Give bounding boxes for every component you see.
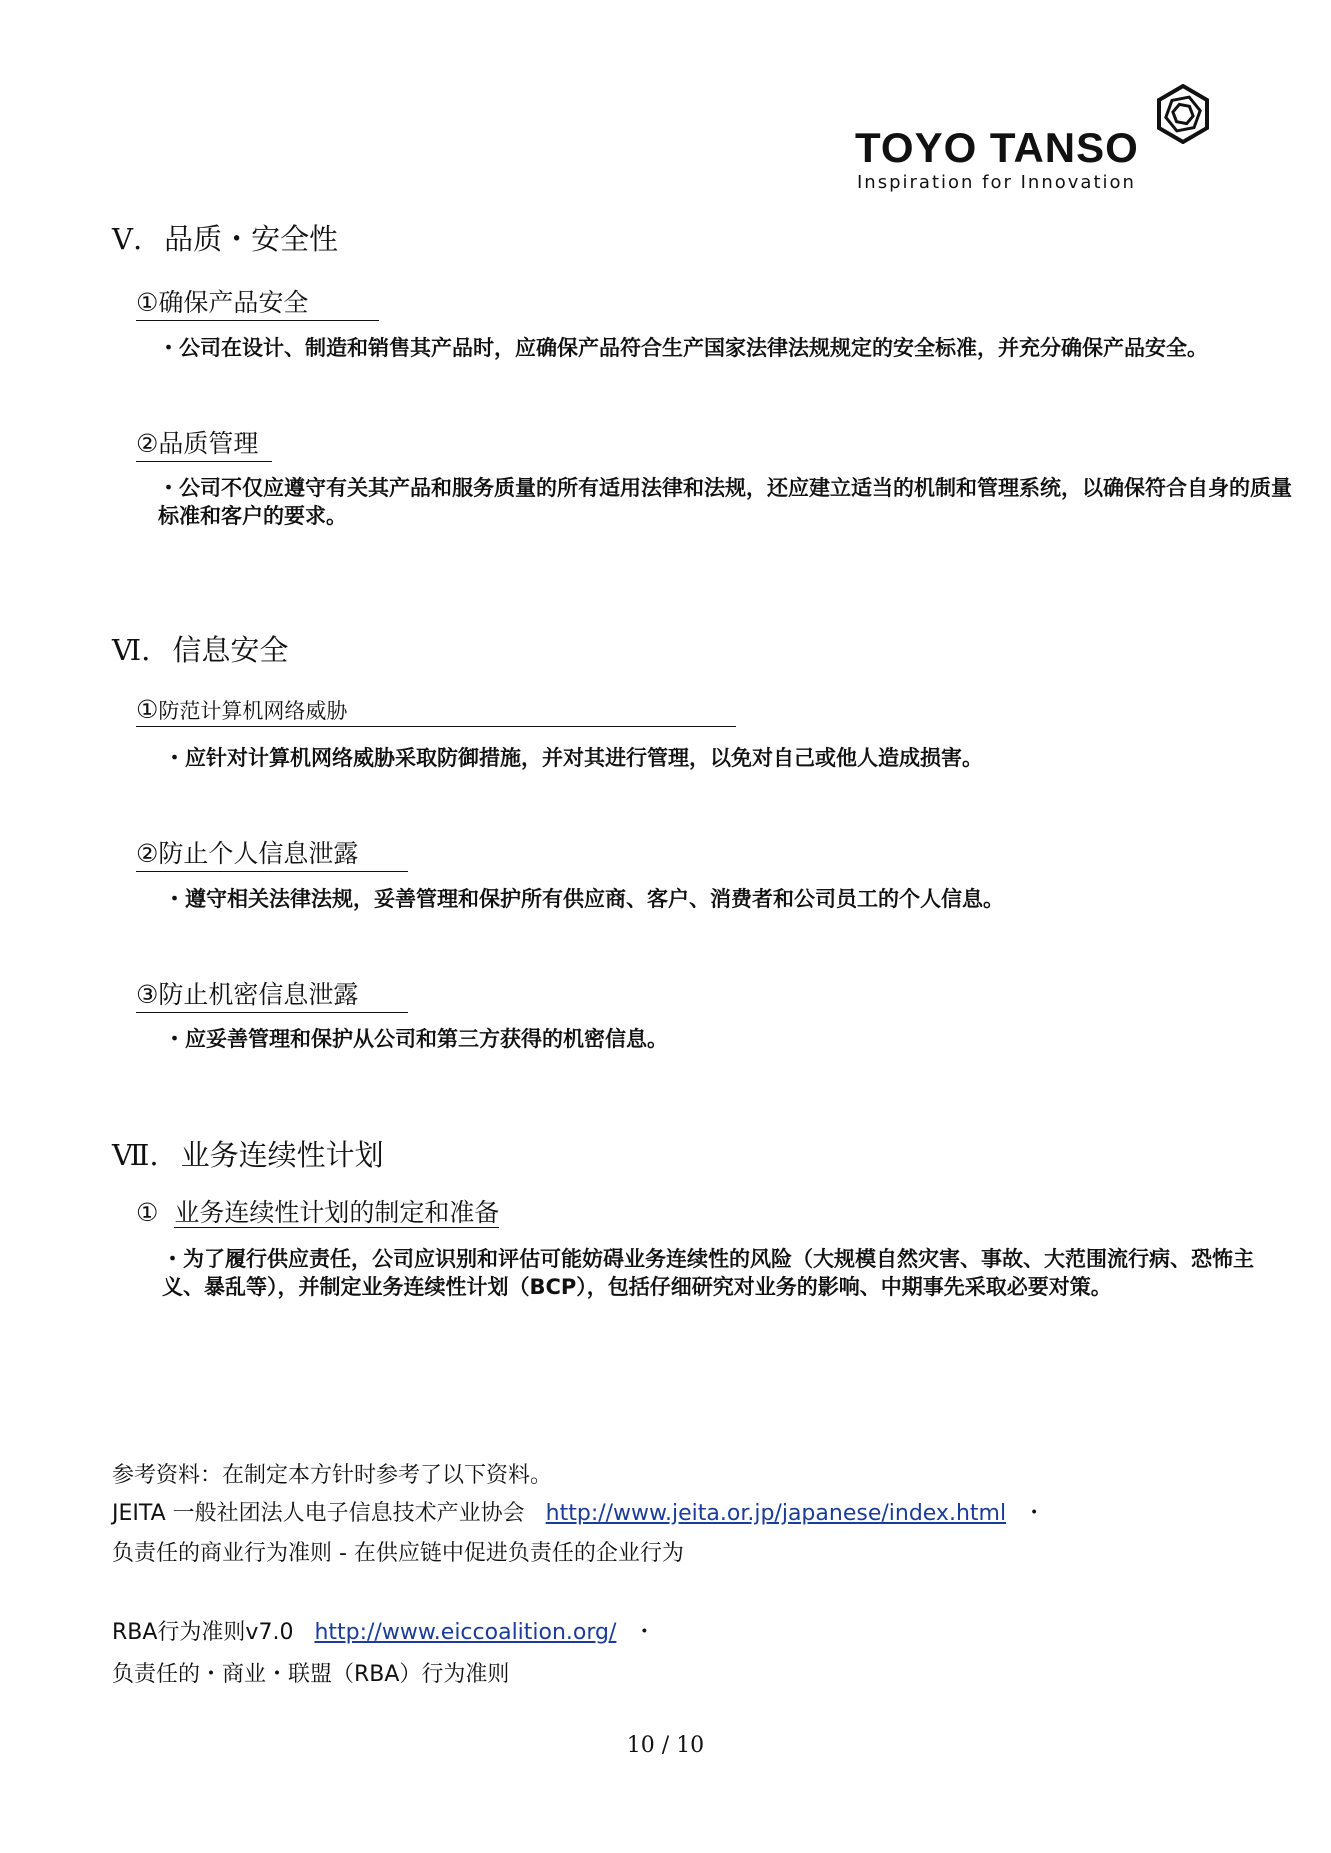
subsection-title-text: 业务连续性计划的制定和准备 xyxy=(174,1198,500,1227)
subsection-text: ・应妥善管理和保护从公司和第三方获得的机密信息。 xyxy=(164,1027,668,1051)
reference-jeita-name: JEITA 一般社团法人电子信息技术产业协会 xyxy=(112,1501,525,1526)
reference-bullet: ・ xyxy=(633,1620,656,1645)
subsection-title xyxy=(136,695,736,727)
subsection-number: ① xyxy=(136,695,159,724)
subsection-number: ① xyxy=(136,1198,159,1227)
reference-rba-name: RBA行为准则v7.0 xyxy=(112,1620,294,1645)
section-title-vi xyxy=(112,628,288,669)
section-number: Ⅶ. xyxy=(112,1138,159,1172)
reference-jeita xyxy=(112,1499,1045,1529)
reference-rba-doc: 负责任的・商业・联盟（RBA）行为准则 xyxy=(112,1662,510,1687)
subsection-text: ・遵守相关法律法规，妥善管理和保护所有供应商、客户、消费者和公司员工的个人信息。 xyxy=(164,887,1004,911)
section-title-text: 业务连续性计划 xyxy=(180,1138,384,1172)
subsection-title: ②品质管理 xyxy=(136,424,272,462)
subsection-text: ・公司不仅应遵守有关其产品和服务质量的所有适用法律和法规，还应建立适当的机制和管理系统，以确保符合自身的质量标准和客户的要求。 xyxy=(158,476,1292,528)
page-number: 10 / 10 xyxy=(626,1733,705,1758)
hexagon-logo-icon xyxy=(1153,84,1213,144)
reference-jeita-doc: 负责任的商业行为准则 - 在供应链中促进负责任的企业行为 xyxy=(112,1541,684,1566)
reference-rba xyxy=(112,1618,655,1648)
subsection-title-text: 防范计算机网络威胁 xyxy=(158,699,348,723)
section-title-v xyxy=(112,217,338,258)
section-number: Ⅵ. xyxy=(112,633,151,667)
references-intro: 参考资料：在制定本方针时参考了以下资料。 xyxy=(112,1463,553,1488)
section-title-vii xyxy=(112,1133,384,1174)
subsection-title xyxy=(136,1193,499,1229)
rba-link[interactable]: http://www.eiccoalition.org/ xyxy=(314,1620,617,1645)
company-logo-text: TOYO TANSO xyxy=(855,124,1139,171)
subsection-title: ①确保产品安全 xyxy=(136,283,379,321)
section-number: Ⅴ. xyxy=(112,222,143,256)
section-title-text: 品质・安全性 xyxy=(164,222,339,256)
subsection-text: ・应针对计算机网络威胁采取防御措施，并对其进行管理，以免对自己或他人造成损害。 xyxy=(164,746,983,770)
subsection-text: ・公司在设计、制造和销售其产品时，应确保产品符合生产国家法律法规规定的安全标准，并充分确保产品安全。 xyxy=(158,336,1208,360)
subsection-title: ③防止机密信息泄露 xyxy=(136,975,408,1013)
jeita-link[interactable]: http://www.jeita.or.jp/japanese/index.html xyxy=(545,1501,1007,1526)
subsection-title: ②防止个人信息泄露 xyxy=(136,834,408,872)
reference-bullet: ・ xyxy=(1023,1501,1046,1526)
section-title-text: 信息安全 xyxy=(172,633,289,667)
subsection-text: ・为了履行供应责任，公司应识别和评估可能妨碍业务连续性的风险（大规模自然灾害、事故、大范围流行病、恐怖主义、暴乱等），并制定业务连续性计划（BCP），包括仔细研究对业务的影响、中期事先采取必要对策。 xyxy=(162,1247,1254,1299)
company-tagline: Inspiration for Innovation xyxy=(857,172,1136,193)
